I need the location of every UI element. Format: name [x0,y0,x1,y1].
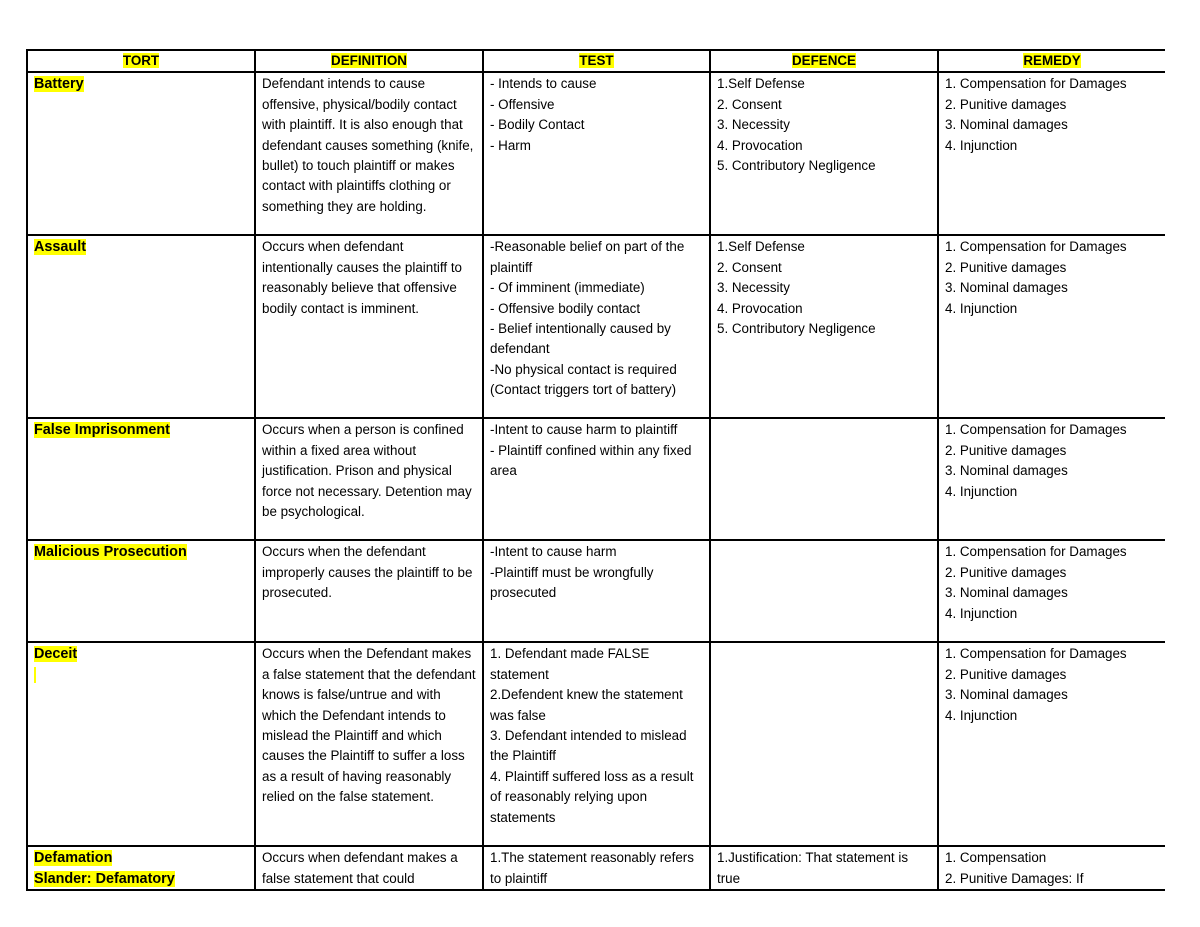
header-definition [255,50,483,72]
tort-cell [27,72,255,235]
test-item: - Of imminent (immediate) [490,280,645,296]
test-item: 2.Defendent knew the statement was false [490,687,683,723]
defence-item: 4. Provocation [717,137,803,153]
defence-item: 1.Self Defense [717,239,805,255]
test-item: 1.The statement reasonably refers to plaintiff [490,850,694,886]
header-tort [27,50,255,72]
definition-text: Occurs when a person is confined within a fixed area without justification. Prison and physical force not necessary. Detention may be psychological. [262,422,472,520]
remedy-item: 3. Nominal damages [945,585,1068,601]
header-label: DEFENCE [792,53,856,68]
remedy-cell [938,540,1165,642]
remedy-cell [938,418,1165,540]
remedy-item: 1. Compensation for Damages [945,544,1127,560]
tort-name: Battery [34,76,84,93]
text-cursor-mark [34,665,248,689]
defence-item: 5. Contributory Negligence [717,158,876,174]
remedy-item: 3. Nominal damages [945,463,1068,479]
test-item: - Intends to cause [490,76,597,92]
definition-text: Occurs when defendant makes a false statement that could [262,850,458,886]
header-row [27,50,1165,72]
defence-item: 1.Self Defense [717,76,805,92]
definition-cell [255,642,483,846]
remedy-item: 4. Injunction [945,300,1018,316]
tort-name: Defamation [34,850,113,867]
remedy-cell [938,235,1165,418]
defence-cell [710,418,938,540]
remedy-item: 2. Punitive damages [945,96,1067,112]
definition-cell [255,846,483,890]
defence-item: 4. Provocation [717,300,803,316]
remedy-item: 1. Compensation [945,850,1047,866]
test-item: -Intent to cause harm [490,544,617,560]
tort-summary-sheet [26,49,1165,897]
test-item: 3. Defendant intended to mislead the Plaintiff [490,728,687,764]
definition-text: Occurs when the defendant improperly causes the plaintiff to be prosecuted. [262,544,473,601]
table-row [27,642,1165,846]
definition-text: Occurs when defendant intentionally causes the plaintiff to reasonably believe that offensive bodily contact is imminent. [262,239,462,316]
test-cell [483,418,710,540]
tort-cell [27,540,255,642]
tort-name: False Imprisonment [34,422,170,439]
tort-name: Malicious Prosecution [34,544,187,561]
definition-text: Occurs when the Defendant makes a false statement that the defendant knows is false/untrue and with which the Defendant intends to mislead the Plaintiff and which causes the Plaintiff to suffer a loss as a result of having reasonably relied on the false statement. [262,646,476,805]
defence-item: 3. Necessity [717,117,790,133]
tort-cell [27,418,255,540]
definition-text: Defendant intends to cause offensive, physical/bodily contact with plaintiff. It is also enough that defendant causes something (knife, bullet) to touch plaintiff or makes contact with plaintiffs clothing or something they are holding. [262,76,474,214]
tort-cell [27,846,255,890]
header-label: TEST [579,53,614,68]
remedy-item: 1. Compensation for Damages [945,239,1127,255]
defence-item: 2. Consent [717,96,782,112]
remedy-item: 2. Punitive damages [945,259,1067,275]
remedy-cell [938,72,1165,235]
defence-cell [710,642,938,846]
defence-item: 3. Necessity [717,280,790,296]
definition-cell [255,235,483,418]
test-item: -Intent to cause harm to plaintiff [490,422,678,438]
remedy-item: 2. Punitive damages [945,666,1067,682]
defence-item: 1.Justification: That statement is true [717,850,909,886]
remedy-item: 3. Nominal damages [945,117,1068,133]
tort-cell [27,642,255,846]
remedy-item: 4. Injunction [945,137,1018,153]
remedy-item: 1. Compensation for Damages [945,76,1127,92]
remedy-item: 1. Compensation for Damages [945,422,1127,438]
remedy-item: 3. Nominal damages [945,687,1068,703]
test-cell [483,540,710,642]
remedy-item: 4. Injunction [945,483,1018,499]
header-test [483,50,710,72]
test-item: - Bodily Contact [490,117,585,133]
remedy-item: 3. Nominal damages [945,280,1068,296]
remedy-item: 4. Injunction [945,707,1018,723]
table-row [27,72,1165,235]
definition-cell [255,418,483,540]
test-item: - Offensive [490,96,555,112]
test-cell [483,642,710,846]
remedy-item: 2. Punitive damages [945,442,1067,458]
test-item: - Belief intentionally caused by defendant [490,321,671,357]
defence-cell [710,235,938,418]
remedy-item: 2. Punitive damages [945,564,1067,580]
test-cell [483,846,710,890]
table-row [27,540,1165,642]
defence-item: 2. Consent [717,259,782,275]
test-item: - Offensive bodily contact [490,300,641,316]
table-row [27,846,1165,890]
header-label: REMEDY [1023,53,1081,68]
definition-cell [255,540,483,642]
test-item: -Reasonable belief on part of the plaintiff [490,239,685,275]
test-item: 1. Defendant made FALSE statement [490,646,650,682]
table-row [27,418,1165,540]
test-item: - Harm [490,137,531,153]
test-item: -Plaintiff must be wrongfully prosecuted [490,564,654,601]
test-item: - Plaintiff confined within any fixed area [490,442,692,479]
defence-item: 5. Contributory Negligence [717,321,876,337]
remedy-item: 1. Compensation for Damages [945,646,1127,662]
header-remedy [938,50,1165,72]
remedy-item: 2. Punitive Damages: If [945,870,1084,886]
tort-cell [27,235,255,418]
remedy-item: 4. Injunction [945,605,1018,621]
tort-name: Deceit [34,646,78,663]
test-cell [483,235,710,418]
test-item: 4. Plaintiff suffered loss as a result of reasonably relying upon statements [490,768,694,825]
remedy-cell [938,846,1165,890]
defence-cell [710,540,938,642]
header-defence [710,50,938,72]
table-row [27,235,1165,418]
test-item: -No physical contact is required (Contact triggers tort of battery) [490,361,677,398]
tort-subname: Slander: Defamatory [34,870,175,887]
tort-table [26,49,1165,891]
definition-cell [255,72,483,235]
defence-cell [710,72,938,235]
tort-name: Assault [34,239,86,256]
defence-cell [710,846,938,890]
test-cell [483,72,710,235]
remedy-cell [938,642,1165,846]
header-label: TORT [122,53,160,68]
header-label: DEFINITION [331,53,407,68]
